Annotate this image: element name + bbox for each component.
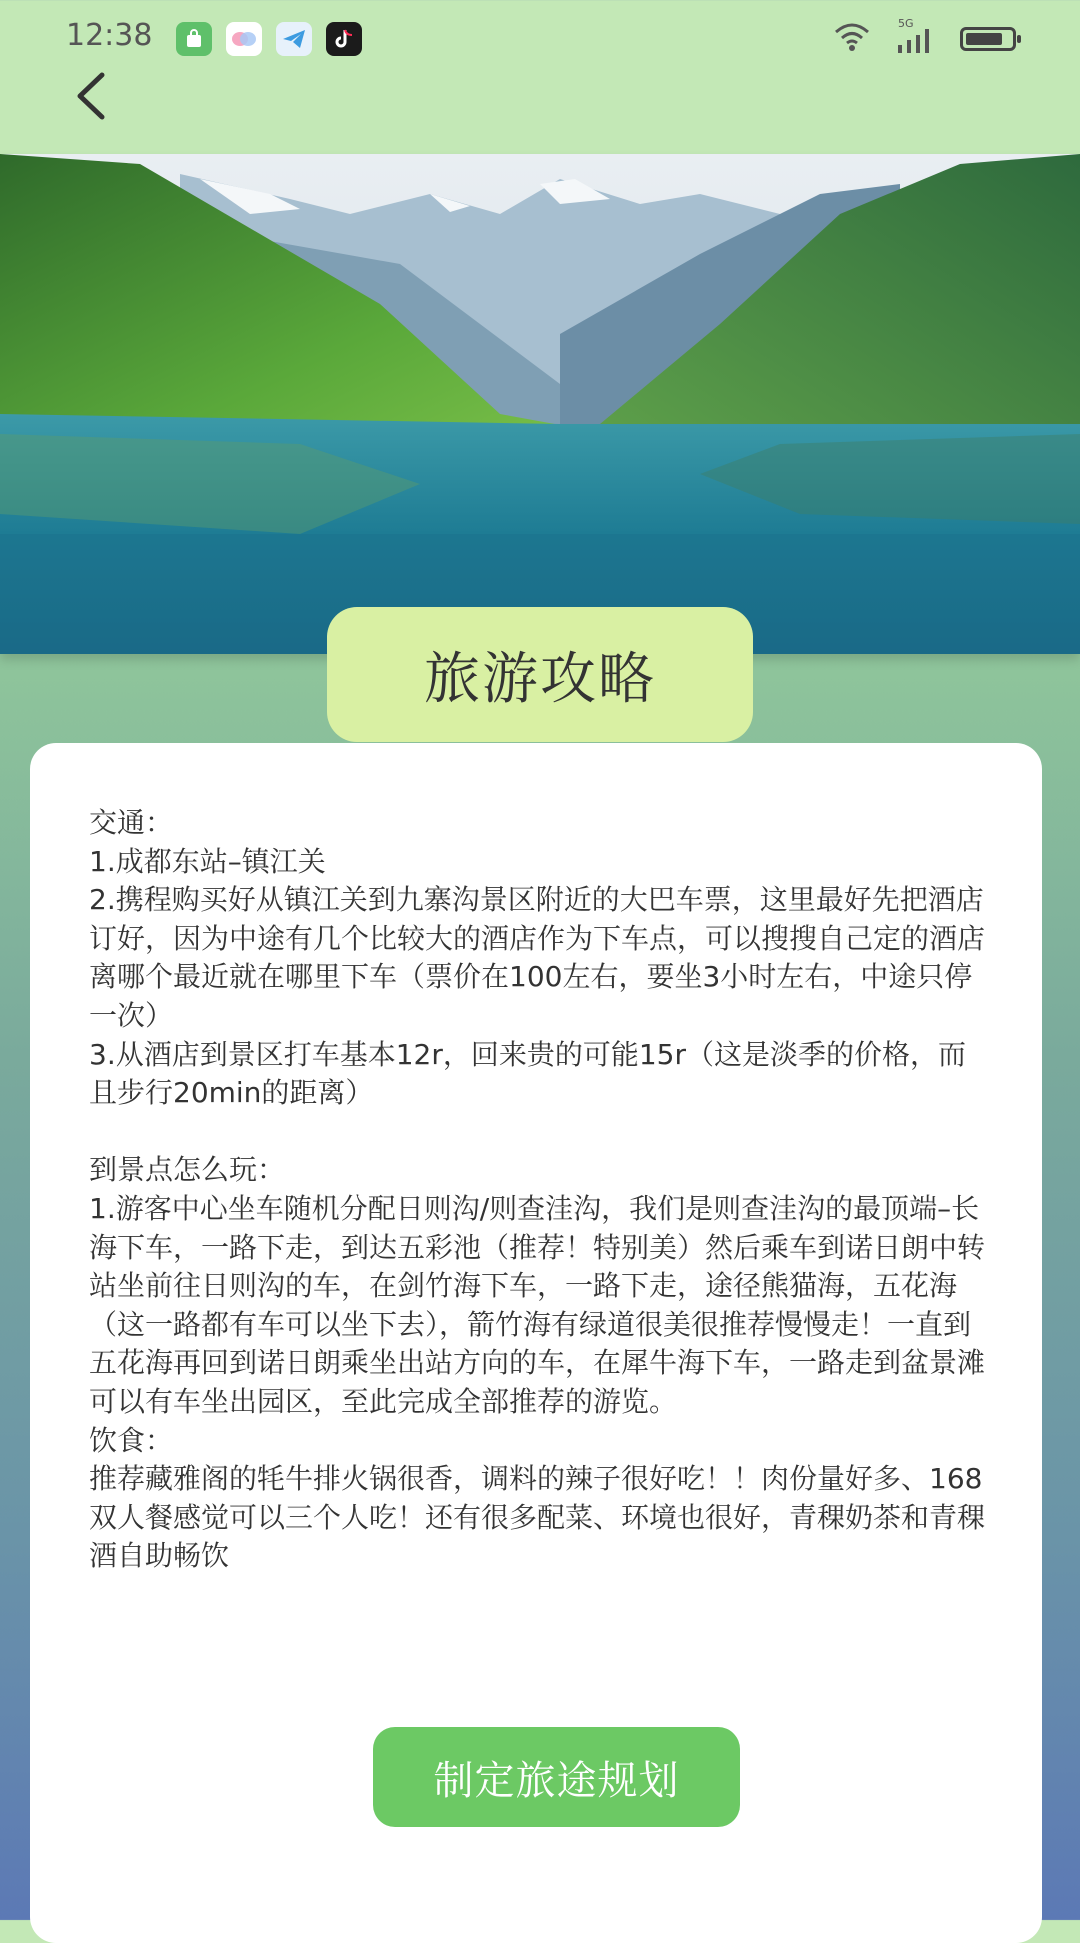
flower-app-icon bbox=[226, 22, 262, 56]
status-bar bbox=[0, 0, 1080, 78]
tiktok-icon bbox=[326, 22, 362, 56]
hero-image bbox=[0, 154, 1080, 654]
network-type-label: 5G bbox=[898, 17, 914, 30]
status-time: 12:38 bbox=[66, 18, 153, 53]
wifi-icon bbox=[832, 22, 872, 56]
app-market-icon bbox=[176, 22, 212, 56]
page-title: 旅游攻略 bbox=[327, 607, 753, 742]
back-button[interactable] bbox=[62, 68, 118, 124]
signal-5g-icon bbox=[896, 17, 936, 55]
make-travel-plan-button[interactable]: 制定旅途规划 bbox=[373, 1727, 740, 1827]
battery-icon bbox=[960, 27, 1016, 51]
guide-text: 交通： 1.成都东站–镇江关 2.携程购买好从镇江关到九寨沟景区附近的大巴车票，这里最好先把酒店订好，因为中途有几个比较大的酒店作为下车点，可以搜搜自己定的酒店离哪个最近就在哪里下车（票价在100左右，要坐3小时左右，中途只停一次） 3.从酒店到景区打车基本12r，回来贵的可能15r（这是淡季的价格，而且步行20min的距离） 到景点怎么玩： 1.游客中心坐车随机分配日则沟/则查洼沟，我们是则查洼沟的最顶端–长海下车，一路下走，到达五彩池（推荐！特别美）然后乘车到诺日朗中转站坐前往日则沟的车，在剑竹海下车，一路下走，途径熊猫海，五花海（这一路都有车可以坐下去），箭竹海有绿道很美很推荐慢慢走！一直到五花海再回到诺日朗乘坐出站方向的车，在犀牛海下车，一路走到盆景滩可以有车坐出园区，至此完成全部推荐的游览。 饮食： 推荐藏雅阁的牦牛排火锅很香，调料的辣子很好吃！！肉份量好多、168双人餐感觉可以三个人吃！还有很多配菜、环境也很好，青稞奶茶和青稞酒自助畅饮 bbox=[89, 806, 986, 1573]
chevron-left-icon bbox=[72, 71, 108, 121]
notification-icons bbox=[176, 22, 362, 56]
system-icons bbox=[832, 17, 1016, 56]
telegram-icon bbox=[276, 22, 312, 56]
